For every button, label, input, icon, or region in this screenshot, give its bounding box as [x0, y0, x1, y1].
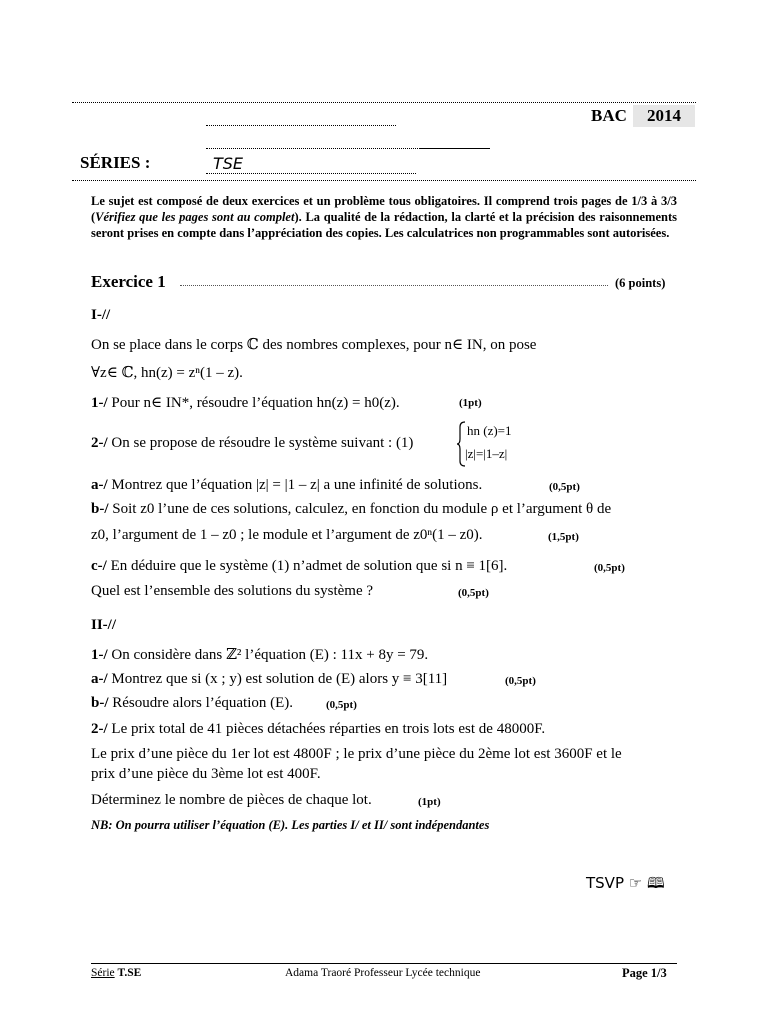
part1-qb	[91, 501, 611, 518]
part1-q1	[91, 393, 400, 412]
footer-serie-value: T.SE	[117, 967, 142, 979]
part2-qa-text: Montrez que si (x ; y) est solution de (E) alors y ≡ 3[11]	[107, 671, 448, 687]
footer-page: Page 1/3	[622, 966, 667, 980]
intro-part-2: ). La qualité de la rédaction, la clarté et la précision des raisonnements seront prises en compte dans l’appréciation des copies. Les calculatrices non programmables sont autorisées.	[91, 210, 678, 240]
part2-nb: NB: On pourra utiliser l’équation (E). Les parties I/ et II/ sont indépendantes	[91, 818, 490, 832]
tsvp-label: TSVP ☞ 🕮	[586, 874, 665, 892]
part1-q1-text: Pour n∈ IN*, résoudre l’équation hn(z) = h0(z).	[107, 395, 400, 411]
series-value: TSE	[213, 154, 244, 173]
part1-q2	[91, 435, 413, 452]
part1-qd: Quel est l’ensemble des solutions du système ?	[91, 583, 374, 599]
part1-qb-num: b-/	[91, 501, 109, 517]
series-underline	[206, 173, 416, 174]
part1-q2-text: On se propose de résoudre le système suivant : (1)	[107, 435, 414, 451]
header-rule-2	[206, 148, 420, 149]
part2-q1-text: On considère dans ℤ² l’équation (E) : 11x + 8y = 79.	[107, 647, 429, 663]
part1-q1-num: 1-/	[91, 395, 108, 411]
part2-qb	[91, 695, 293, 712]
system-line-1: hn (z)=1	[467, 423, 512, 438]
top-rule	[72, 102, 696, 103]
part1-qb-pts: (1,5pt)	[548, 531, 579, 543]
part2-q1-num: 1-/	[91, 647, 108, 663]
part1-qc	[91, 558, 507, 575]
part2-q1	[91, 645, 428, 664]
part1-line1: On se place dans le corps ℂ des nombres complexes, pour n∈ IN, on pose	[91, 337, 537, 353]
footer-rule	[91, 963, 677, 964]
intro-paragraph	[91, 193, 677, 241]
intro-verify: Vérifiez que les pages sont au complet	[95, 210, 295, 224]
part2-qa-num: a-/	[91, 671, 108, 687]
header-rule-2b	[420, 148, 490, 149]
part1-q1-pts: (1pt)	[459, 397, 482, 409]
part1-qb-text2: z0, l’argument de 1 – z0 ; le module et l’argument de z0ⁿ(1 – z0).	[91, 527, 483, 543]
part1-qa-num: a-/	[91, 477, 108, 493]
footer-serie	[91, 967, 141, 979]
part1-qa-pts: (0,5pt)	[549, 481, 580, 493]
part2-determine-pts: (1pt)	[418, 796, 441, 808]
part1-qc-num: c-/	[91, 558, 107, 574]
part1-heading: I-//	[91, 307, 111, 323]
series-label: SÉRIES :	[80, 153, 151, 172]
part2-qb-num: b-/	[91, 695, 109, 711]
system-line-2: |z|=|1–z|	[465, 446, 508, 461]
intro-part-1: Le sujet est composé de deux exercices et un problème tous obligatoires. Il comprend trois pages de 1/3 à 3/3 (	[91, 194, 677, 224]
part2-q2	[91, 721, 545, 738]
part2-price-line1: Le prix d’une pièce du 1er lot est 4800F ; le prix d’une pièce du 2ème lot est 3600F et le	[91, 746, 622, 762]
part1-qc-text: En déduire que le système (1) n’admet de solution que si n ≡ 1[6].	[106, 558, 508, 574]
bac-label: BAC	[591, 106, 627, 125]
bac-year: 2014	[633, 105, 695, 127]
part2-qb-pts: (0,5pt)	[326, 699, 357, 711]
part2-q2-num: 2-/	[91, 721, 108, 737]
part1-q2-num: 2-/	[91, 435, 108, 451]
part1-qd-pts: (0,5pt)	[458, 587, 489, 599]
part1-qb-text1: Soit z0 l’une de ces solutions, calculez, en fonction du module ρ et l’argument θ de	[108, 501, 612, 517]
part2-qa	[91, 671, 447, 688]
header-rule-1	[206, 125, 396, 126]
part2-qb-text: Résoudre alors l’équation (E).	[108, 695, 294, 711]
footer-serie-label: Série	[91, 967, 115, 979]
part2-qa-pts: (0,5pt)	[505, 675, 536, 687]
exercise-title: Exercice 1	[91, 272, 166, 291]
series-rule	[72, 180, 696, 181]
part1-qc-pts: (0,5pt)	[594, 562, 625, 574]
footer-author: Adama Traoré Professeur Lycée technique	[285, 967, 481, 979]
exercise-points: (6 points)	[615, 276, 666, 290]
part1-qa-text: Montrez que l’équation |z| = |1 – z| a une infinité de solutions.	[107, 477, 483, 493]
part1-qa	[91, 477, 482, 494]
part2-determine: Déterminez le nombre de pièces de chaque lot.	[91, 792, 372, 808]
exercise-leader	[180, 285, 608, 286]
part2-q2-text: Le prix total de 41 pièces détachées réparties en trois lots est de 48000F.	[107, 721, 546, 737]
part2-price-line2: prix d’une pièce du 3ème lot est 400F.	[91, 766, 321, 782]
part2-heading: II-//	[91, 617, 117, 633]
part1-line2: ∀z∈ ℂ, hn(z) = zⁿ(1 – z).	[91, 365, 243, 381]
